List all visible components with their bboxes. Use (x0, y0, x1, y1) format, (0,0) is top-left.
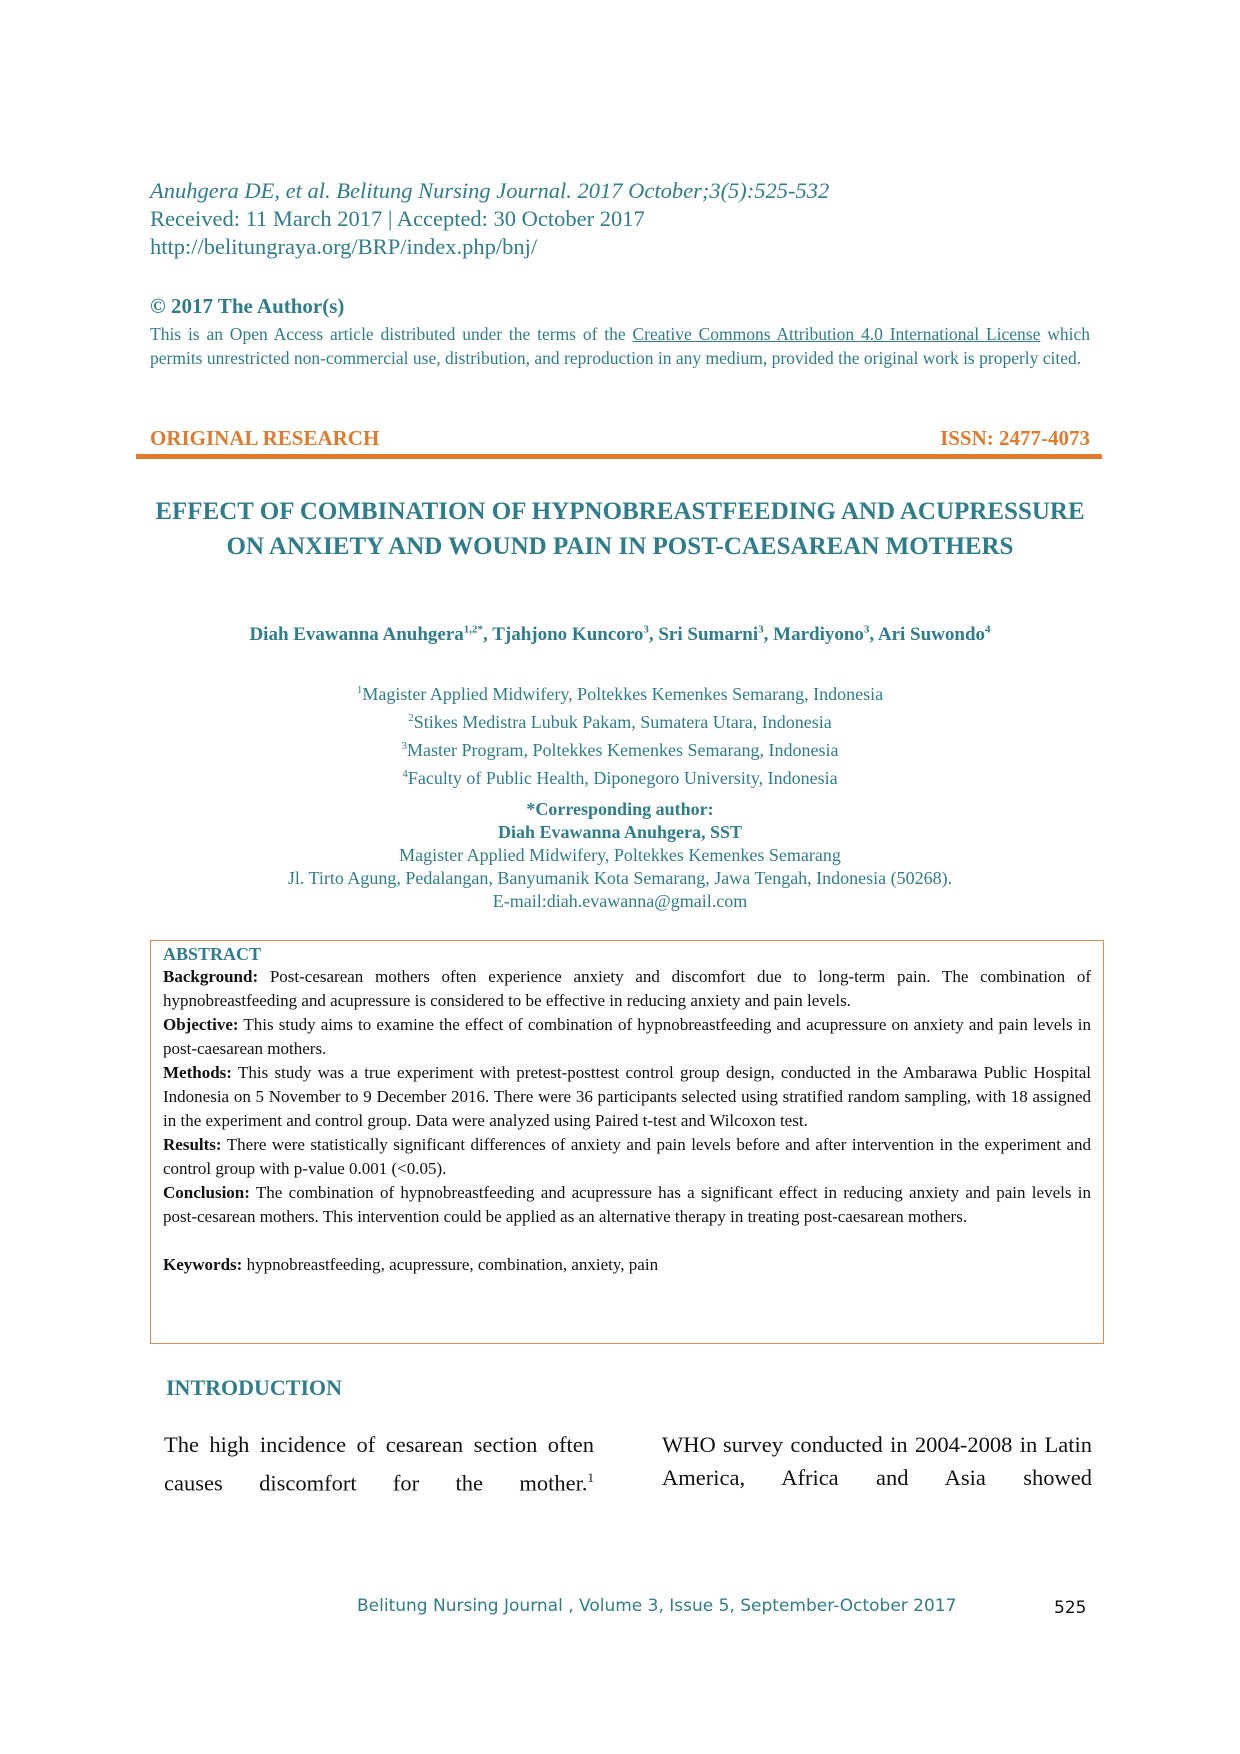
intro-column-left: The high incidence of cesarean section often causes discomfort for the mother.$^1$ (164, 1432, 594, 1496)
corresponding-label: *Corresponding author: (526, 799, 714, 819)
author: Sri Sumarni$^3$, (658, 624, 774, 646)
affiliation: $^3$Master Program, Poltekkes Kemenkes Semarang, Indonesia (401, 740, 839, 760)
affiliation-list (150, 678, 1090, 790)
intro-column-right: WHO survey conducted in 2004-2008 in Latin America, Africa and Asia showed (662, 1432, 1092, 1490)
copyright-heading: © 2017 The Author(s) (150, 294, 345, 318)
journal-url[interactable]: http://belitungraya.org/BRP/index.php/bnj/ (150, 234, 538, 259)
author: Mardiyono$^3$, (773, 624, 878, 646)
journal-footer: Belitung Nursing Journal , Volume 3, Issue 5, September-October 2017 (357, 1596, 957, 1616)
corresponding-email[interactable]: E-mail:diah.evawanna@gmail.com (492, 891, 748, 911)
corresponding-institution: Magister Applied Midwifery, Poltekkes Kemenkes Semarang (399, 845, 841, 865)
abstract-results: Results: There were statistically significant differences of anxiety and pain levels before and after intervention in the experiment and control group with p-value 0.001 (<0.05). (163, 1135, 1091, 1178)
affiliation: $^2$Stikes Medistra Lubuk Pakam, Sumatera Utara, Indonesia (408, 712, 832, 732)
citation-block (150, 177, 829, 261)
corresponding-address: Jl. Tirto Agung, Pedalangan, Banyumanik Kota Semarang, Jawa Tengah, Indonesia (50268). (287, 868, 953, 888)
abstract-keywords: Keywords: hypnobreastfeeding, acupressure, combination, anxiety, pain (163, 1255, 659, 1274)
banner-divider (136, 454, 1102, 459)
abstract-box (150, 940, 1104, 1344)
abstract-methods: Methods: This study was a true experiment with pretest-posttest control group design, conducted in the Ambarawa Public Hospital Indonesia on 5 November to 9 December 2016. There were 36 participants selected using stratified random sampling, with 18 assigned in the experiment and control group. Data were analyzed using Paired t-test and Wilcoxon test. (163, 1063, 1091, 1130)
paper-title: EFFECT OF COMBINATION OF HYPNOBREASTFEEDING AND ACUPRESSURE ON ANXIETY AND WOUND PAIN IN POST-CAESAREAN MOTHERS (155, 498, 1085, 560)
affiliation: $^1$Magister Applied Midwifery, Poltekkes Kemenkes Semarang, Indonesia (356, 684, 884, 704)
author: Diah Evawanna Anuhgera$^{1,2*}$, (249, 624, 493, 646)
license-text (150, 323, 1090, 370)
issn: ISSN: 2477-4073 (940, 426, 1090, 450)
abstract-conclusion: Conclusion: The combination of hypnobreastfeeding and acupressure has a significant effect in reducing anxiety and pain levels in post-cesarean mothers. This intervention could be applied as an alternative therapy in treating post-caesarean mothers. (163, 1183, 1091, 1226)
corresponding-name: Diah Evawanna Anuhgera, SST (497, 822, 743, 842)
author: Tjahjono Kuncoro$^3$, (492, 624, 659, 646)
author-list (150, 624, 1090, 646)
abstract-heading: ABSTRACT (163, 944, 262, 964)
page-number: 525 (1054, 1598, 1087, 1618)
received-accepted-line: Received: 11 March 2017 | Accepted: 30 October 2017 (150, 206, 645, 231)
license-text-pre: This is an Open Access article distributed under the terms of the (150, 324, 633, 344)
abstract-objective: Objective: This study aims to examine the effect of combination of hypnobreastfeeding and acupressure on anxiety and pain levels in post-caesarean mothers. (163, 1015, 1091, 1058)
introduction-heading: INTRODUCTION (166, 1375, 343, 1400)
corresponding-author-block (150, 798, 1090, 913)
abstract-background: Background: Post-cesarean mothers often experience anxiety and discomfort due to long-term pain. The combination of hypnobreastfeeding and acupressure is considered to be effective in reducing anxiety and pain levels. (163, 967, 1091, 1010)
affiliation: $^4$Faculty of Public Health, Diponegoro University, Indonesia (402, 768, 838, 788)
license-text-post: which permits unrestricted non-commercial use, distribution, and reproduction in any medium, provided the original work is properly cited. (150, 324, 1090, 368)
author: Ari Suwondo$^4$ (877, 624, 991, 646)
article-type: ORIGINAL RESEARCH (150, 426, 380, 450)
citation-line: Anuhgera DE, et al. Belitung Nursing Journal. 2017 October;3(5):525-532 (150, 178, 830, 203)
license-link[interactable]: Creative Commons Attribution 4.0 International License (632, 324, 1041, 344)
article-banner (150, 426, 1090, 451)
